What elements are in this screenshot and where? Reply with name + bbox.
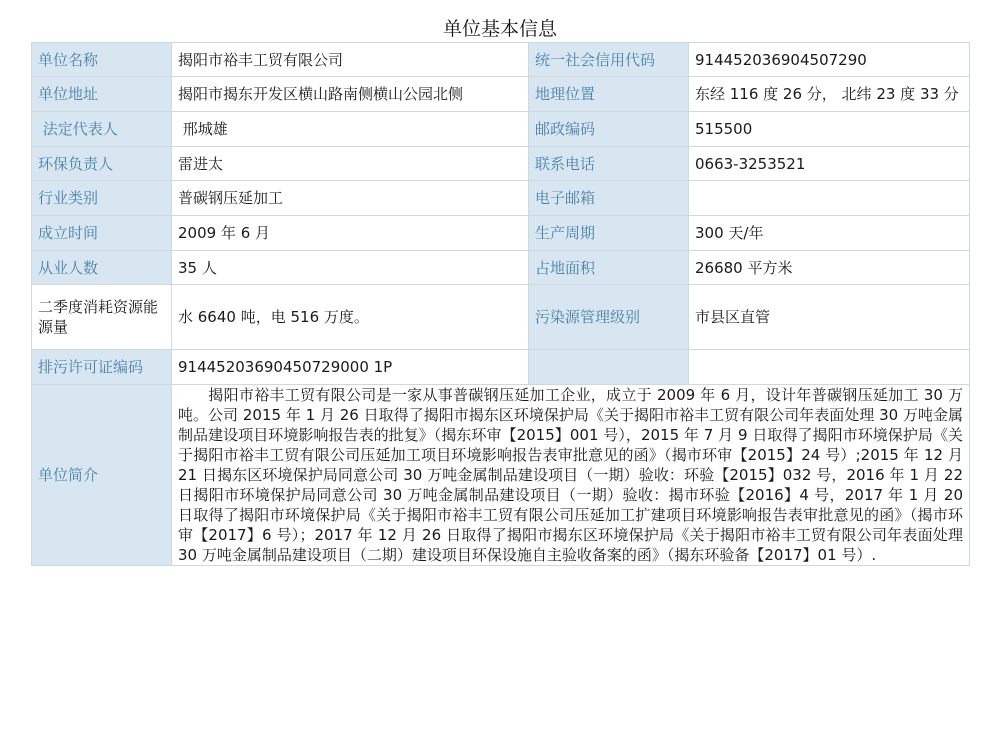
credit-code-value: 914452036904507290 bbox=[689, 43, 970, 77]
phone-value: 0663-3253521 bbox=[689, 147, 970, 181]
table-row bbox=[32, 181, 970, 216]
geo-location-label: 地理位置 bbox=[529, 77, 689, 112]
table-row bbox=[32, 385, 970, 566]
env-manager-value: 雷进太 bbox=[172, 147, 529, 181]
employees-label: 从业人数 bbox=[32, 251, 172, 285]
table-row bbox=[32, 216, 970, 251]
table-row bbox=[32, 350, 970, 385]
email-label: 电子邮箱 bbox=[529, 181, 689, 216]
postal-code-label: 邮政编码 bbox=[529, 112, 689, 147]
geo-location-value: 东经 116 度 26 分， 北纬 23 度 33 分 bbox=[689, 77, 970, 112]
table-row bbox=[32, 285, 970, 350]
unit-name-value: 揭阳市裕丰工贸有限公司 bbox=[172, 43, 529, 77]
email-value bbox=[689, 181, 970, 216]
resource-consumption-label: 二季度消耗资源能源量 bbox=[32, 285, 172, 350]
unit-name-label: 单位名称 bbox=[32, 43, 172, 77]
credit-code-label: 统一社会信用代码 bbox=[529, 43, 689, 77]
table-row bbox=[32, 112, 970, 147]
env-manager-label: 环保负责人 bbox=[32, 147, 172, 181]
page-title: 单位基本信息 bbox=[442, 18, 557, 40]
floor-area-value: 26680 平方米 bbox=[689, 251, 970, 285]
empty-value bbox=[689, 350, 970, 385]
phone-label: 联系电话 bbox=[529, 147, 689, 181]
empty-label bbox=[529, 350, 689, 385]
production-cycle-label: 生产周期 bbox=[529, 216, 689, 251]
table-row bbox=[32, 147, 970, 181]
table-row bbox=[32, 251, 970, 285]
employees-value: 35 人 bbox=[172, 251, 529, 285]
industry-label: 行业类别 bbox=[32, 181, 172, 216]
founded-label: 成立时间 bbox=[32, 216, 172, 251]
pollution-level-value: 市县区直管 bbox=[689, 285, 970, 350]
resource-consumption-value: 水 6640 吨，电 516 万度。 bbox=[172, 285, 529, 350]
floor-area-label: 占地面积 bbox=[529, 251, 689, 285]
founded-value: 2009 年 6 月 bbox=[172, 216, 529, 251]
legal-rep-value: 邢城雄 bbox=[172, 112, 529, 147]
intro-text-cell bbox=[172, 385, 970, 566]
postal-code-value: 515500 bbox=[689, 112, 970, 147]
permit-code-value: 91445203690450729000 1P bbox=[172, 350, 529, 385]
production-cycle-value: 300 天/年 bbox=[689, 216, 970, 251]
unit-address-label: 单位地址 bbox=[32, 77, 172, 112]
pollution-level-label: 污染源管理级别 bbox=[529, 285, 689, 350]
industry-value: 普碳钢压延加工 bbox=[172, 181, 529, 216]
unit-address-value: 揭阳市揭东开发区横山路南侧横山公园北侧 bbox=[172, 77, 529, 112]
permit-code-label: 排污许可证编码 bbox=[32, 350, 172, 385]
intro-label: 单位简介 bbox=[32, 385, 172, 566]
legal-rep-label: 法定代表人 bbox=[32, 112, 172, 147]
intro-text: 揭阳市裕丰工贸有限公司是一家从事普碳钢压延加工企业，成立于 2009 年 6 月，设计年普碳钢压延加工 30 万吨。公司 2015 年 1 月 26 日取得了揭阳市揭东区环境保护局《关于揭阳市裕丰工贸有限公司年表面处理 30 万吨金属制品建设项目环境影响报告表的批复》（揭东环审【2015】001 号），2015 年 7 月 9 日取得了揭阳市环境保护局《关于揭阳市裕丰工贸有限公司压延加工项目环境影响报告表审批意见的函》（揭市环审【2015】24 号）;2015 年 12 月 21 日揭东区环境保护局同意公司 30 万吨金属制品建设项目（一期）验收：环验【2015】032 号，2016 年 1 月 22 日揭阳市环境保护局同意公司 30 万吨金属制品建设项目（一期）验收：揭市环验【2016】4 号，2017 年 1 月 20 日取得了揭阳市环境保护局《关于揭阳市裕丰工贸有限公司压延加工扩建项目环境影响报告表审批意见的函》（揭市环审【2017】6 号）；2017 年 12 月 26 日取得了揭阳市揭东区环境保护局《关于揭阳市裕丰工贸有限公司年表面处理 30 万吨金属制品建设项目（二期）建设项目环保设施自主验收备案的函》（揭东环验备【2017】01 号）. bbox=[178, 386, 963, 564]
info-table bbox=[31, 42, 970, 566]
table-row bbox=[32, 77, 970, 112]
table-row bbox=[32, 43, 970, 77]
